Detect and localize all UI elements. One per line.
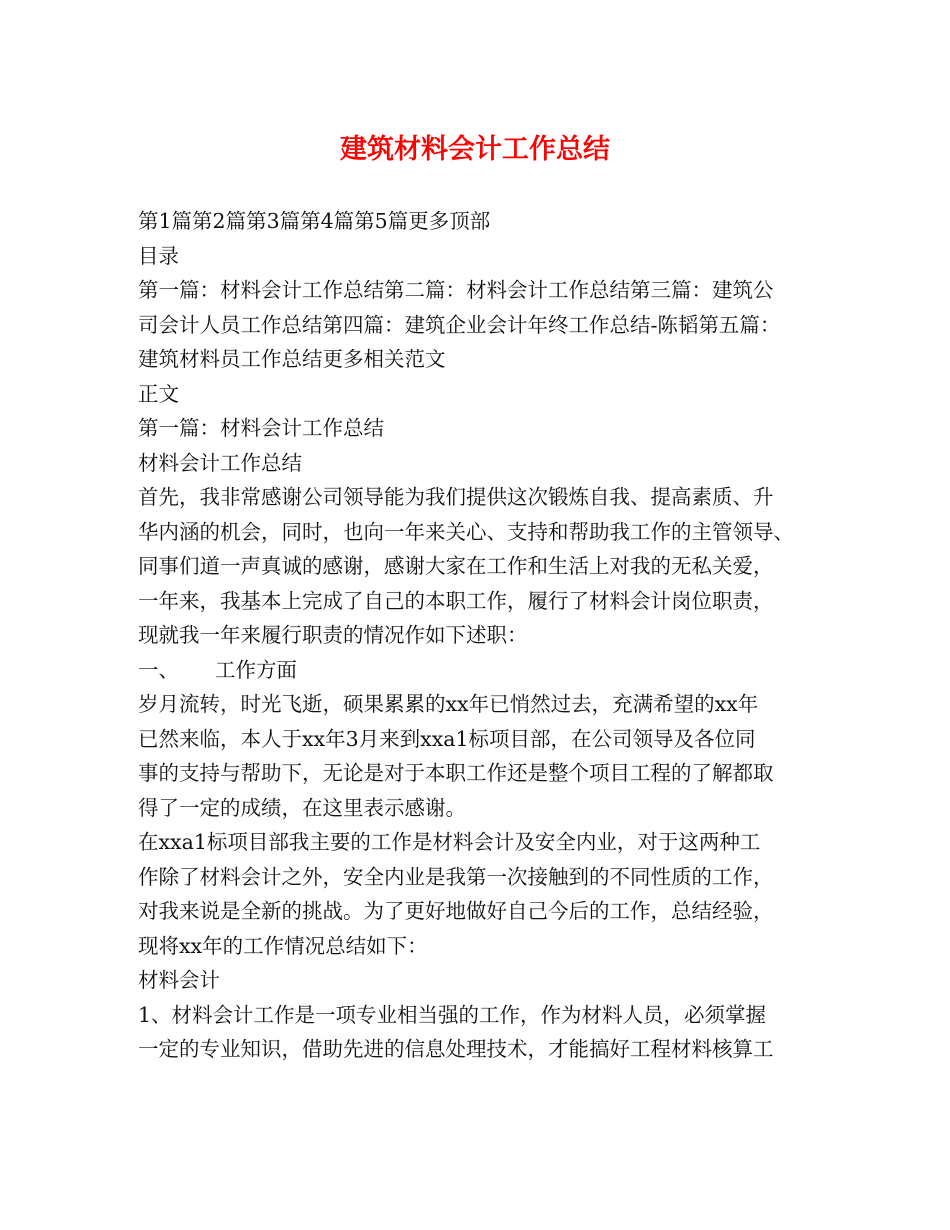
document-title: 建筑材料会计工作总结 xyxy=(340,134,610,165)
paragraph-line: 作除了材料会计之外，安全内业是我第一次接触到的不同性质的工作， xyxy=(138,864,774,889)
body-heading: 正文 xyxy=(138,381,179,406)
paragraph-line: 现将xx年的工作情况总结如下： xyxy=(138,933,428,958)
article-title: 材料会计工作总结 xyxy=(138,450,302,475)
paragraph-line: 已然来临，本人于xx年3月来到xxa1标项目部，在公司领导及各位同 xyxy=(138,726,756,751)
paragraph-line: 1、材料会计工作是一项专业相当强的工作，作为材料人员，必须掌握 xyxy=(138,1002,767,1027)
section-number: 一、 xyxy=(138,657,179,682)
toc-nav-line: 第1篇第2篇第3篇第4篇第5篇更多顶部 xyxy=(138,209,491,233)
paragraph-line: 现就我一年来履行职责的情况作如下述职： xyxy=(138,623,528,647)
paragraph-line: 一定的专业知识，借助先进的信息处理技术，才能搞好工程材料核算工 xyxy=(138,1037,774,1061)
section-heading-line xyxy=(138,653,828,688)
paragraph-line: 事的支持与帮助下，无论是对于本职工作还是整个项目工程的了解都取 xyxy=(138,761,774,785)
paragraph-line: 首先，我非常感谢公司领导能为我们提供这次锻炼自我、提高素质、升 xyxy=(138,485,774,509)
chapter-heading: 第一篇：材料会计工作总结 xyxy=(138,416,384,440)
paragraph-line: 对我来说是全新的挑战。为了更好地做好自己今后的工作，总结经验， xyxy=(138,899,774,923)
toc-line: 第一篇：材料会计工作总结第二篇：材料会计工作总结第三篇：建筑公 xyxy=(138,278,774,302)
paragraph-line: 一年来，我基本上完成了自己的本职工作，履行了材料会计岗位职责， xyxy=(138,588,774,613)
document-body xyxy=(138,204,828,1067)
toc-line: 司会计人员工作总结第四篇：建筑企业会计年终工作总结-陈韬第五篇： xyxy=(138,312,781,337)
paragraph-line: 岁月流转，时光飞逝，硕果累累的xx年已悄然过去，充满希望的xx年 xyxy=(138,692,759,716)
subsection-heading: 材料会计 xyxy=(138,968,220,992)
paragraph-line: 在xxa1标项目部我主要的工作是材料会计及安全内业，对于这两种工 xyxy=(138,830,761,854)
section-heading: 工作方面 xyxy=(215,657,297,682)
toc-line: 建筑材料员工作总结更多相关范文 xyxy=(138,347,446,371)
paragraph-line: 得了一定的成绩，在这里表示感谢。 xyxy=(138,795,466,820)
paragraph-line: 同事们道一声真诚的感谢，感谢大家在工作和生活上对我的无私关爱， xyxy=(138,554,774,578)
paragraph-line: 华内涵的机会，同时，也向一年来关心、支持和帮助我工作的主管领导、 xyxy=(138,519,794,544)
toc-heading: 目录 xyxy=(138,243,179,268)
